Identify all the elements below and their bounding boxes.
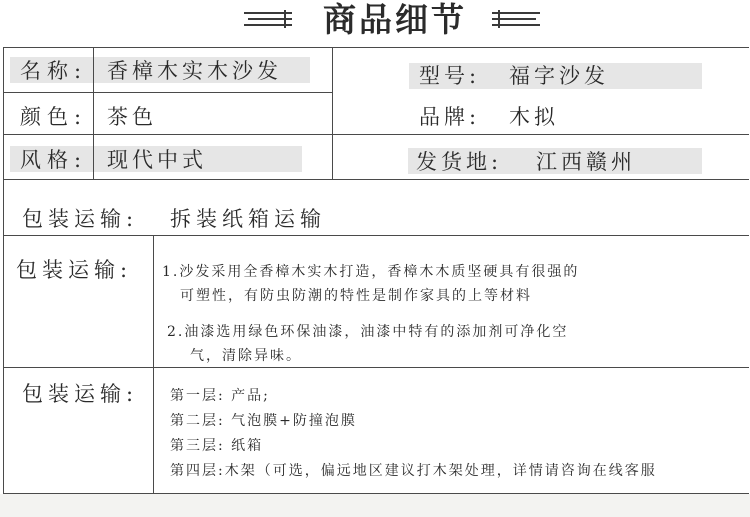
material-point2-line2: 气，清除异味。 [190, 348, 302, 364]
section-title: 商品细节 [323, 0, 467, 39]
section-header [0, 0, 750, 44]
packing-layer-2: 第二层: 气泡膜+防撞泡膜 [170, 413, 357, 429]
style-label: 风格: [20, 148, 88, 172]
color-label: 颜色: [20, 105, 88, 129]
name-value: 香樟木实木沙发 [107, 59, 282, 83]
packing-layer-3: 第三层: 纸箱 [170, 438, 264, 454]
material-point2-line1: 2.油漆选用绿色环保油漆，油漆中特有的添加剂可净化空 [167, 324, 569, 340]
bottom-band [0, 494, 750, 517]
packing-layer-1: 第一层: 产品; [170, 388, 270, 404]
origin-value: 江西赣州 [536, 150, 636, 174]
model-label: 型号: [419, 64, 481, 88]
shipping-value: 拆装纸箱运输 [170, 207, 326, 231]
packing-label: 包装运输: [22, 382, 139, 406]
color-value: 茶色 [107, 105, 157, 129]
origin-label: 发货地: [416, 150, 503, 174]
material-point1-line1: 1.沙发采用全香樟木实木打造，香樟木木质坚硬具有很强的 [162, 264, 580, 280]
material-point1-line2: 可塑性，有防虫防潮的特性是制作家具的上等材料 [180, 288, 532, 304]
material-label: 包装运输: [16, 258, 133, 282]
style-value: 现代中式 [107, 148, 207, 172]
name-label: 名称: [20, 59, 88, 83]
product-detail-table [3, 47, 749, 494]
model-value: 福字沙发 [509, 64, 609, 88]
shipping-label: 包装运输: [22, 207, 139, 231]
brand-label: 品牌: [419, 105, 481, 129]
brand-value: 木拟 [509, 105, 559, 129]
packing-layer-4: 第四层:木架（可选，偏远地区建议打木架处理，详情请咨询在线客服 [170, 463, 657, 479]
